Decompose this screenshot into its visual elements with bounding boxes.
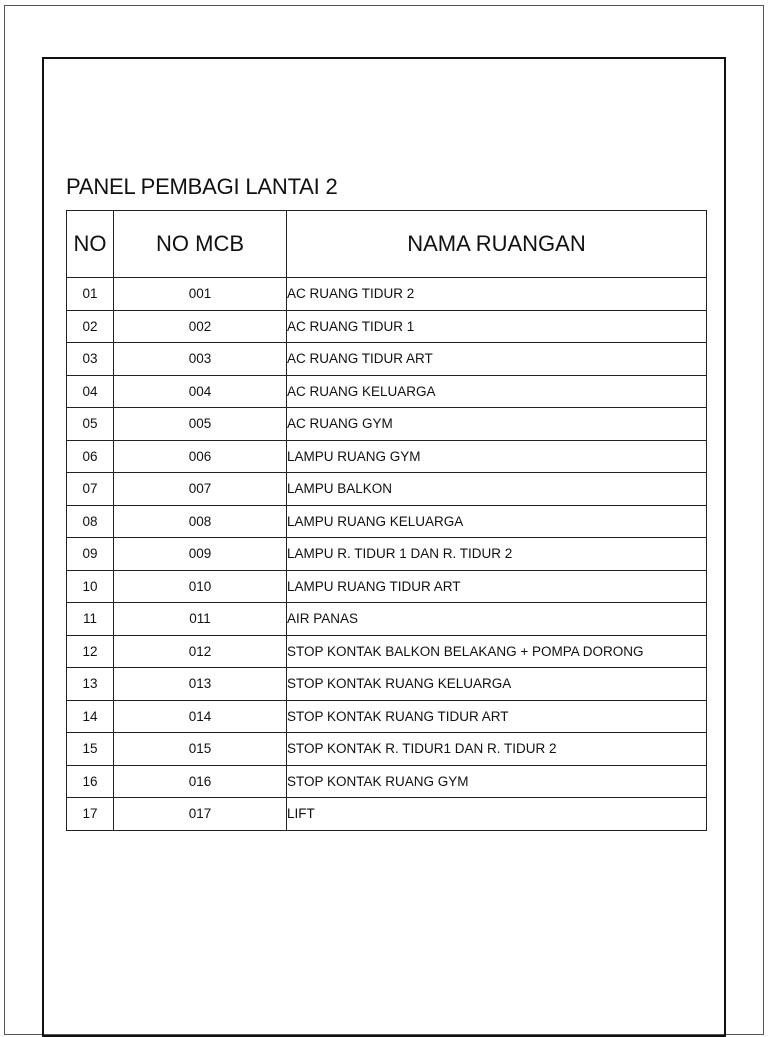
- row-no-cell: 14: [67, 700, 114, 733]
- row-mcb-cell: 008: [114, 505, 287, 538]
- table-row: [67, 765, 707, 798]
- row-no-cell: 11: [67, 603, 114, 636]
- row-no-cell: 09: [67, 538, 114, 571]
- row-no-cell: 02: [67, 310, 114, 343]
- row-mcb-cell: 012: [114, 635, 287, 668]
- table-row: [67, 700, 707, 733]
- table-row: [67, 278, 707, 311]
- row-no-cell: 17: [67, 798, 114, 831]
- row-mcb-cell: 003: [114, 343, 287, 376]
- row-mcb-cell: 007: [114, 473, 287, 506]
- row-nama-ruangan-cell: AC RUANG GYM: [287, 408, 707, 441]
- table-header-row: [67, 211, 707, 278]
- table-row: [67, 733, 707, 766]
- row-nama-ruangan-cell: LAMPU RUANG GYM: [287, 440, 707, 473]
- row-no-cell: 15: [67, 733, 114, 766]
- row-mcb-cell: 010: [114, 570, 287, 603]
- table-row: [67, 570, 707, 603]
- row-mcb-cell: 009: [114, 538, 287, 571]
- row-nama-ruangan-cell: STOP KONTAK RUANG TIDUR ART: [287, 700, 707, 733]
- row-nama-ruangan-cell: AC RUANG TIDUR 1: [287, 310, 707, 343]
- row-nama-ruangan-cell: AC RUANG TIDUR 2: [287, 278, 707, 311]
- row-mcb-cell: 015: [114, 733, 287, 766]
- row-no-cell: 07: [67, 473, 114, 506]
- row-no-cell: 01: [67, 278, 114, 311]
- row-nama-ruangan-cell: LAMPU RUANG KELUARGA: [287, 505, 707, 538]
- row-nama-ruangan-cell: STOP KONTAK RUANG KELUARGA: [287, 668, 707, 701]
- row-nama-ruangan-cell: AC RUANG KELUARGA: [287, 375, 707, 408]
- row-mcb-cell: 016: [114, 765, 287, 798]
- row-mcb-cell: 017: [114, 798, 287, 831]
- table-row: [67, 408, 707, 441]
- row-mcb-cell: 011: [114, 603, 287, 636]
- row-no-cell: 08: [67, 505, 114, 538]
- panel-table: [66, 210, 707, 831]
- table-row: [67, 310, 707, 343]
- row-mcb-cell: 004: [114, 375, 287, 408]
- row-nama-ruangan-cell: STOP KONTAK RUANG GYM: [287, 765, 707, 798]
- panel-title: PANEL PEMBAGI LANTAI 2: [66, 174, 338, 199]
- row-no-cell: 03: [67, 343, 114, 376]
- header-nama-ruangan: NAMA RUANGAN: [287, 211, 707, 278]
- row-nama-ruangan-cell: LAMPU R. TIDUR 1 DAN R. TIDUR 2: [287, 538, 707, 571]
- row-nama-ruangan-cell: AC RUANG TIDUR ART: [287, 343, 707, 376]
- row-no-cell: 05: [67, 408, 114, 441]
- row-no-cell: 06: [67, 440, 114, 473]
- table-row: [67, 440, 707, 473]
- row-mcb-cell: 002: [114, 310, 287, 343]
- row-nama-ruangan-cell: LAMPU RUANG TIDUR ART: [287, 570, 707, 603]
- row-no-cell: 13: [67, 668, 114, 701]
- table-row: [67, 603, 707, 636]
- table-row: [67, 473, 707, 506]
- table-row: [67, 798, 707, 831]
- table-row: [67, 375, 707, 408]
- row-no-cell: 12: [67, 635, 114, 668]
- row-nama-ruangan-cell: LIFT: [287, 798, 707, 831]
- table-body: [67, 278, 707, 831]
- header-no-mcb: NO MCB: [114, 211, 287, 278]
- row-mcb-cell: 005: [114, 408, 287, 441]
- header-no: NO: [67, 211, 114, 278]
- row-nama-ruangan-cell: STOP KONTAK BALKON BELAKANG + POMPA DORONG: [287, 635, 707, 668]
- row-no-cell: 16: [67, 765, 114, 798]
- table-row: [67, 538, 707, 571]
- row-nama-ruangan-cell: STOP KONTAK R. TIDUR1 DAN R. TIDUR 2: [287, 733, 707, 766]
- row-no-cell: 10: [67, 570, 114, 603]
- table-row: [67, 635, 707, 668]
- table-row: [67, 668, 707, 701]
- row-mcb-cell: 014: [114, 700, 287, 733]
- row-mcb-cell: 006: [114, 440, 287, 473]
- row-mcb-cell: 013: [114, 668, 287, 701]
- row-no-cell: 04: [67, 375, 114, 408]
- row-mcb-cell: 001: [114, 278, 287, 311]
- row-nama-ruangan-cell: LAMPU BALKON: [287, 473, 707, 506]
- row-nama-ruangan-cell: AIR PANAS: [287, 603, 707, 636]
- table-row: [67, 505, 707, 538]
- table-row: [67, 343, 707, 376]
